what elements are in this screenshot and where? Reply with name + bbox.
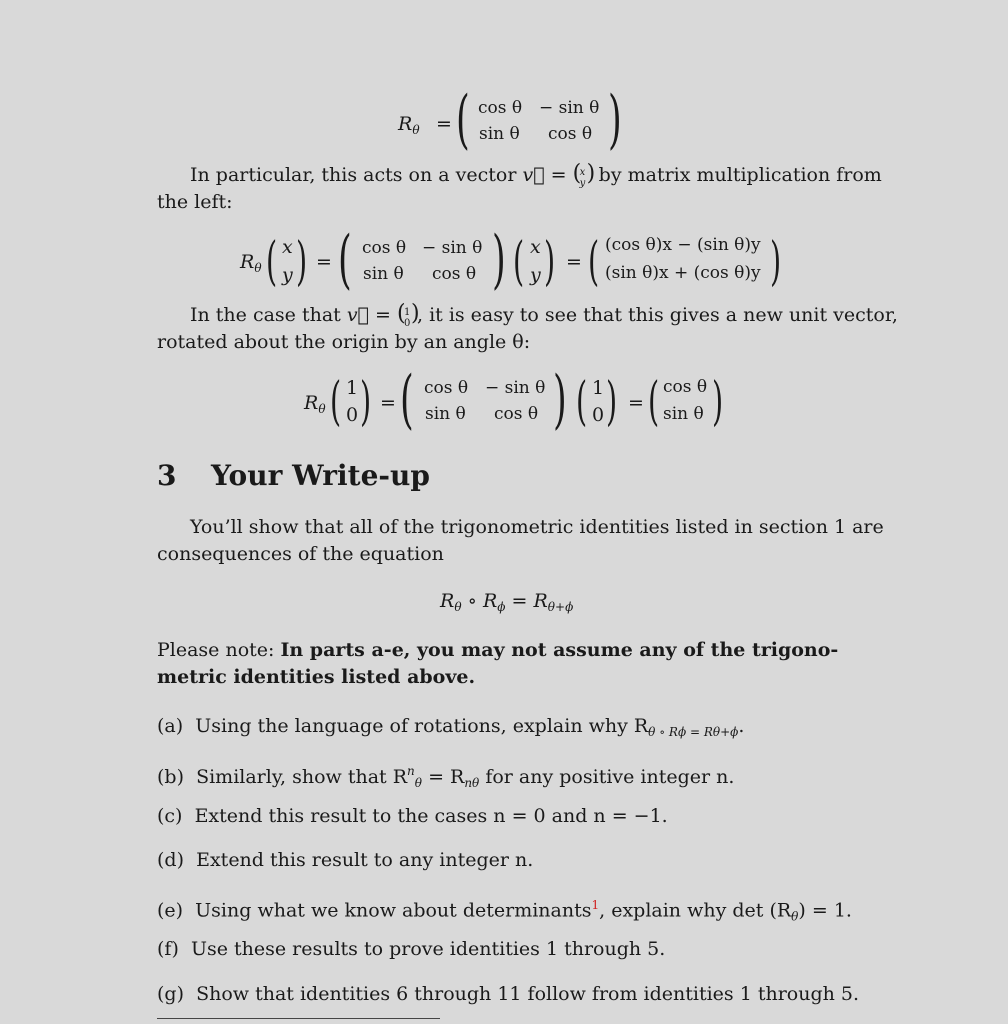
eq1-lhs: $R_\theta$ [398,113,420,137]
section-number: 3 [157,459,177,492]
part-f: (f) Use these results to prove identities 1 through 5. [157,938,666,960]
matrix-entry: sin θ [479,124,520,144]
intro-line-2: consequences of the equation [157,543,444,565]
paragraph-unit-vector: In the case that v⃗ = ( 1 0 ) , it is easy to see that this gives a new unit vector, [190,301,898,329]
paragraph-vector: In particular, this acts on a vector v⃗ = ( x y ) by matrix multiplication from [190,161,882,189]
matrix-entry: cos θ [478,98,523,118]
document-page: $R_\theta$ = ( cos θ − sin θ sin θ cos θ ) In particular, this acts on a vector v⃗ = ( x y ) by matrix multiplication from the left: $R_\theta$ ( x y ) = ( cos θ − sin θ sin θ cos θ ) ( x y ) = ( (cos θ)x − (sin θ)y (sin θ)x + (cos θ)y ) In the case that v⃗ = ( 1 0 ) , it is easy to see that this gives a new unit vector, rotated about the origin by an angle θ: $R_\theta$ ( 1 0 ) = ( cos θ − sin θ sin θ cos θ ) ( 1 0 ) = ( cos θ sin θ ) 3 Your Write-up You’ll show that all of the trigonometric identities listed in section 1 are consequences of the equation $R_\theta$ ∘ $R_\phi = R_{\theta+\phi}$ Please note: In parts a-e, you may not assume any of the trigono- metric identities listed above. (a) Using the language of rotations, explain why $R_{\theta \circ R\phi = R\theta+\phi}$. (b) Similarly, show that $R^n_\theta = R_{n\theta}$ for any positive integer n. (c) Extend this result to the cases n = 0 and n = −1. (d) Extend this result to any integer n. (e) Using what we know about determinants$^1$, explain why $\det (R_\theta) = 1$. (f) Use these results to prove identities 1 through 5. (g) Show that identities 6 through 11 follow from identities 1 through 5. [0,0,1008,1024]
right-paren: ) [608,83,622,157]
intro-line-1: You’ll show that all of the trigonometric identities listed in section 1 are [190,516,884,538]
footnote-rule [157,1018,440,1019]
part-g: (g) Show that identities 6 through 11 follow from identities 1 through 5. [157,983,860,1005]
note-line-1: Please note: In parts a-e, you may not assume any of the trigono- [157,639,839,661]
part-e: (e) Using what we know about determinants$^1$, explain why $\det (R_\theta) = 1$. [157,898,852,924]
matrix-entry: − sin θ [539,98,600,118]
part-d: (d) Extend this result to any integer n. [157,849,534,871]
left-paren: ( [456,83,470,157]
paragraph-vector-cont: the left: [157,191,233,213]
section-title: Your Write-up [211,459,430,492]
part-c: (c) Extend this result to the cases n = 0 and n = −1. [157,805,668,827]
composition-equation: $R_\theta$ ∘ $R_\phi = R_{\theta+\phi}$ [440,590,574,614]
eq1-equals: = [436,113,452,135]
part-a: (a) Using the language of rotations, explain why $R_{\theta \circ R\phi = R\theta+\phi}$. [157,715,745,739]
note-line-2: metric identities listed above. [157,666,476,688]
paragraph-unit-vector-cont: rotated about the origin by an angle θ: [157,331,531,353]
part-b: (b) Similarly, show that $R^n_\theta = R_{n\theta}$ for any positive integer n. [157,764,735,790]
footnote-marker[interactable]: 1 [591,898,600,912]
matrix-entry: cos θ [548,124,593,144]
